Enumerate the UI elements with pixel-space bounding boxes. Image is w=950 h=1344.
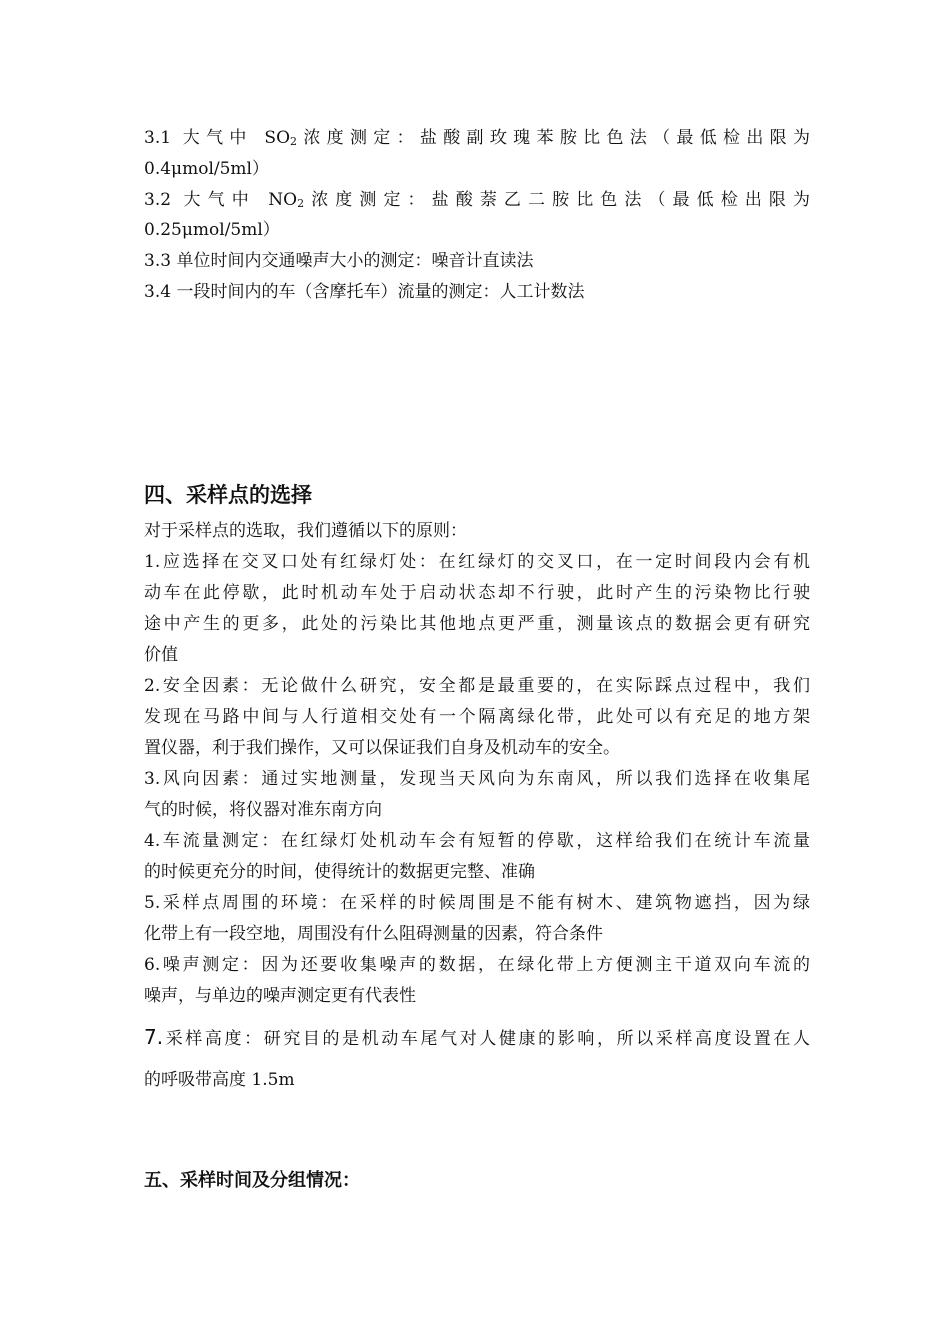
principle-1-line: 价值 (144, 645, 178, 665)
principle-7-number: 7. (144, 1025, 164, 1049)
principle-3-line: 气的时候，将仪器对准东南方向 (144, 800, 382, 820)
principle-1-line: 1.应选择在交叉口处有红绿灯处：在红绿灯的交叉口，在一定时间段内会有机 (144, 552, 810, 572)
principle-5-line: 5.采样点周围的环境：在采样的时候周围是不能有树木、建筑物遮挡，因为绿 (144, 893, 810, 913)
section-4-heading: 四、采样点的选择 (144, 483, 312, 507)
principle-1-line: 动车在此停歇，此时机动车处于启动状态却不行驶，此时产生的污染物比行驶 (144, 583, 810, 603)
method-3-3: 3.3 单位时间内交通噪声大小的测定：噪音计直读法 (144, 251, 534, 271)
principle-6-line: 6.噪声测定：因为还要收集噪声的数据，在绿化带上方便测主干道双向车流的 (144, 955, 810, 975)
principle-2-line: 置仪器，利于我们操作，又可以保证我们自身及机动车的安全。 (144, 738, 620, 758)
principle-7-line1 (144, 1020, 810, 1056)
principle-2-line: 2.安全因素：无论做什么研究，安全都是最重要的，在实际踩点过程中，我们 (144, 676, 810, 696)
principle-5-line: 化带上有一段空地，周围没有什么阻碍测量的因素，符合条件 (144, 924, 603, 944)
section-5-heading: 五、采样时间及分组情况： (144, 1170, 360, 1191)
principle-1-line: 途中产生的更多，此处的污染比其他地点更严重，测量该点的数据会更有研究 (144, 614, 810, 634)
method-3-2-line1 (144, 185, 810, 216)
method-3-1-prefix: 3.1 大气中 SO (144, 128, 291, 148)
method-3-2-prefix: 3.2 大气中 NO (144, 190, 298, 210)
method-3-4: 3.4 一段时间内的车（含摩托车）流量的测定：人工计数法 (144, 282, 585, 302)
method-3-2-subscript: 2 (297, 197, 305, 210)
principle-7-text: 采样高度：研究目的是机动车尾气对人健康的影响，所以采样高度设置在人 (163, 1029, 810, 1049)
method-3-1-line2: 0.4μmol/5ml） (144, 159, 269, 179)
method-3-1-subscript: 2 (290, 135, 298, 148)
principle-7-line2: 的呼吸带高度 1.5m (144, 1070, 295, 1090)
section-4-intro: 对于采样点的选取，我们遵循以下的原则： (144, 521, 467, 541)
principle-4-line: 4.车流量测定：在红绿灯处机动车会有短暂的停歇，这样给我们在统计车流量 (144, 831, 810, 851)
method-3-2-suffix: 浓度测定：盐酸萘乙二胺比色法（最低检出限为 (304, 190, 810, 210)
method-3-1-suffix: 浓度测定：盐酸副玫瑰苯胺比色法（最低检出限为 (297, 128, 810, 148)
principle-3-line: 3.风向因素：通过实地测量，发现当天风向为东南风，所以我们选择在收集尾 (144, 769, 810, 789)
method-3-2-line2: 0.25μmol/5ml） (144, 220, 280, 240)
method-3-1-line1 (144, 123, 810, 154)
principle-6-line: 噪声，与单边的噪声测定更有代表性 (144, 986, 416, 1006)
principle-4-line: 的时候更充分的时间，使得统计的数据更完整、准确 (144, 862, 535, 882)
principle-2-line: 发现在马路中间与人行道相交处有一个隔离绿化带，此处可以有充足的地方架 (144, 707, 810, 727)
